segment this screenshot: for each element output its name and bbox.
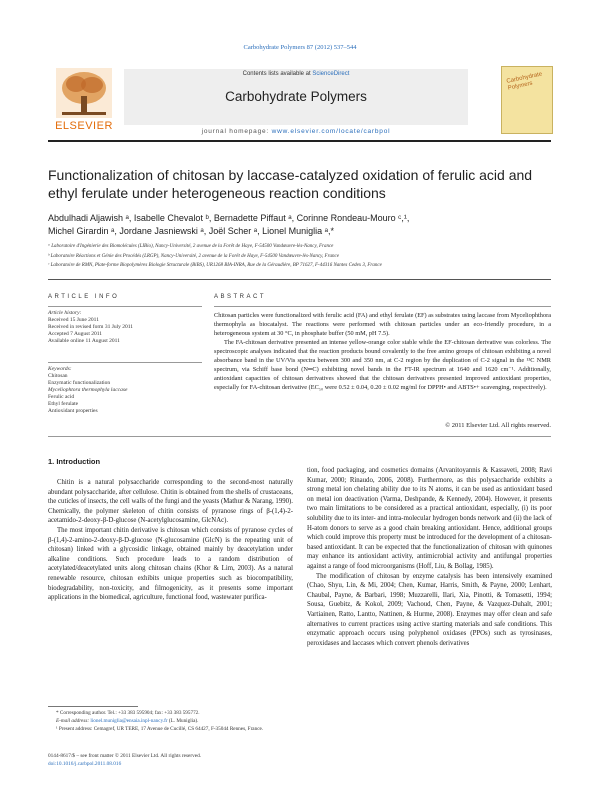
doi-link[interactable]: doi:10.1016/j.carbpol.2011.08.016: [48, 760, 122, 767]
footnotes: [48, 709, 293, 733]
footnote-present-address: ¹ Present address: Cemagref, UR TERE, 17 Avenue de Cucillé, CS 64427, F-35044 Rennes, France.: [56, 726, 264, 732]
authors-line-1[interactable]: Abdulhadi Aljawish ᵃ, Isabelle Chevalot ᵇ, Bernadette Piffaut ᵃ, Corinne Rondeau-Mouro ᶜ,¹,: [48, 213, 410, 223]
intro-paragraph-2: The most important chitin derivative is chitosan which consists of pyranose cycles of β-(1,4)-2-amino-2-deoxy-β-D-glucose (N-glucosamine (GlcN) is the repeating unit of chitosan) linked with a glycosidic linkage, obtained mainly by deacetylation under alkaline conditions. Such procedure leads to a random distribution of acetylated/deacetylated units along chitosan chains (Khor & Lim, 2003). As a natural renewable resource, chitosan exhibits unique properties such as biocompatibility, biodegradability, non-toxicity, and filmogenicity, as it presents some important applications in the biomedical, agriculture, functional food, wastewater purifica-: [48, 526, 293, 602]
abstract-heading: ABSTRACT: [214, 294, 267, 300]
contents-line: [124, 71, 468, 77]
footnote-email: [48, 717, 293, 725]
copyright-notice: © 2011 Elsevier Ltd. All rights reserved.: [445, 422, 551, 429]
keyword-item: Myceliophtora thermophyla laccase: [48, 387, 128, 393]
footnote-rule: [48, 706, 138, 707]
abstract-body: [214, 311, 551, 392]
header-divider: [48, 140, 551, 142]
elsevier-logo[interactable]: [48, 68, 120, 136]
keyword-item: Chitosan: [48, 373, 68, 379]
elsevier-tree-icon: [56, 68, 112, 118]
keyword-item: Ferulic acid: [48, 394, 75, 400]
author-list: [48, 212, 548, 238]
email-label: E-mail address:: [56, 718, 91, 724]
history-heading: Article history:: [48, 310, 82, 316]
journal-reference[interactable]: Carbohydrate Polymers 87 (2012) 537–544: [243, 44, 357, 51]
footnote-corresponding: * Corresponding author. Tel.: +33 383 595904; fax: +33 383 595772.: [56, 710, 200, 716]
history-revised: Received in revised form 31 July 2011: [48, 324, 134, 330]
keywords-rule: [48, 362, 202, 363]
cover-title: Carbohydrate Polymers: [506, 71, 543, 92]
affiliations-divider: [48, 279, 551, 280]
journal-title: Carbohydrate Polymers: [225, 89, 367, 104]
sciencedirect-link[interactable]: ScienceDirect: [312, 71, 350, 77]
affiliations: [48, 242, 558, 271]
right-column-text: [307, 466, 552, 648]
affiliation-a: ᵃ Laboratoire d'Ingénierie des Biomolécules (LIBio), Nancy-Université, 2 avenue de la Forêt de Haye, F-54500 Vandœuvre-lès-Nancy, France: [48, 244, 334, 249]
issn-block: [48, 753, 308, 768]
intro-paragraph-1: Chitin is a natural polysaccharide corresponding to the second-most naturally abundant polysaccharide, after cellulose. Chitin is obtained from the shells of crustaceans, the cuticles of insects, the cell walls of the fungi and the yeasts (Mathur & Narang, 1990). Chemically, the polymer skeleton of chitin consists of pyranose rings of β-(1,4)-2-acetamido-2-deoxy-β-D-glucose (N-acetylglucosamine, GlcNAc).: [48, 479, 293, 525]
contents-prefix: Contents lists available at: [242, 71, 313, 77]
abstract-bottom-rule: [48, 436, 551, 437]
keyword-item: Enzymatic functionalization: [48, 380, 111, 386]
journal-cover-image[interactable]: [501, 66, 553, 134]
section-heading-introduction: 1. Introduction: [48, 457, 101, 466]
history-online: Available online 11 August 2011: [48, 338, 120, 344]
authors-line-2[interactable]: Michel Girardin ᵃ, Jordane Jasniewski ᵃ, Joël Scher ᵃ, Lionel Muniglia ᵃ,*: [48, 226, 335, 236]
abstract-rule: [214, 306, 551, 307]
masthead-center: [124, 69, 468, 125]
history-received: Received 15 June 2011: [48, 317, 99, 323]
article-title: Functionalization of chitosan by laccase-catalyzed oxidation of ferulic acid and ethyl ferulate under heterogeneous reaction conditions: [48, 167, 533, 201]
homepage-link[interactable]: www.elsevier.com/locate/carbpol: [271, 128, 391, 135]
intro-paragraph-3: tion, food packaging, and cosmetics domains (Arvanitoyannis & Kassaveti, 2008; Ravi Kumar, 2000; Rinaudo, 2006, 2008). Furthermore, as this polysaccharide exhibits a strong metal ion chelating ability due to its N atoms, it can be used as antioxidant based on metal ion deactivation (Varma, Deshpande, & Kennedy, 2004). However, it presents two main limitations to be considered as a practical antioxidant, especially, (i) its poor solubility due to its inter- and intra-molecular hydrogen bonds network and (ii) the lack of H-atom donors to serve as a good chain breaking antioxidant. Hence, additional groups which could improve this property must be introduced for the development of a chitosan-based antioxidant. It can be expected that the functionalization of chitosan with quinones may enhance its antioxidant activity, antimicrobial activity and antifungal properties against a range of food microorganisms (Hoff, Liu, & Bollag, 1985).: [307, 467, 552, 570]
issn-line: 0144-8617/$ – see front matter © 2011 Elsevier Ltd. All rights reserved.: [48, 753, 202, 759]
publisher-name: ELSEVIER: [55, 120, 113, 132]
article-history: [48, 310, 202, 345]
intro-paragraph-4: The modification of chitosan by enzyme catalysis has been intensively examined (Chao, Shyu, Lin, & Mi, 2004; Chen, Kumar, Harris, Smith, & Payne, 2000; Lenhart, Chaubal, Payne, & Barbari, 1998; Muzzarelli, Ilari, Xia, Pinotti, & Tomasetti, 1994; Sousa, Guebitz, & Kokol, 2009; Vachoud, Chen, Payne, & Vazquez-Duhalt, 2001; Vartiainen, Ratto, Lantto, Nattinen, & Hurme, 2008). Enzymes may offer clean and safe alternatives to current practices using active starting materials and safe conditions. This enzymatic approach occurs using polyphenol oxidases (PPOs) such as tyrosinases, peroxidases and laccases which convert phenols derivatives: [307, 572, 552, 647]
affiliation-b: ᵇ Laboratoire Réactions et Génie des Procédés (LRGP), Nancy-Université, 2 avenue de la Forêt de Haye, F-54500 Vandœuvre-lès-Nancy, France: [48, 253, 339, 259]
article-info-heading: ARTICLE INFO: [48, 294, 120, 300]
left-column-text: [48, 478, 293, 603]
affiliation-c: ᶜ Laboratoire de RMN, Plate-forme Biopolymères Biologie Structurale (BiBS), UR1268 BIA-INRA, Rue de la Géraudière, BP 71627, F-44316 Nantes Cedex 3, France: [48, 263, 382, 268]
journal-homepage: [124, 128, 468, 135]
keywords-heading: Keywords:: [48, 366, 72, 372]
email-link[interactable]: lionel.muniglia@ensaia.inpl-nancy.fr: [90, 718, 168, 724]
history-accepted: Accepted 7 August 2011: [48, 331, 103, 337]
article-info-rule: [48, 306, 202, 307]
abstract-paragraph-1: Chitosan particles were functionalized with ferulic acid (FA) and ethyl ferulate (EF) as substrates using laccase from Myceliophthora thermophyla as biocatalyst. The reactions were performed with chitosan particles under an eco-friendly procedure, in a heterogeneous system at 30 °C, in phosphate buffer (50 mM, pH 7.5).: [214, 312, 551, 337]
abstract-paragraph-2: The FA-chitosan derivative presented an intense yellow-orange color stable while the EF-chitosan derivative was colorless. The spectroscopic analyses indicated that the reaction products bound covalently to the free amino groups of chitosan exhibiting a novel absorbance band in the UV/Vis spectra between 300 and 350 nm, at C-2 region by the duplication of C-2 signal in the ¹³C NMR spectrum, via Schiff base bond (N═C) exhibiting novel bands in the FT-IR spectrum at 1640 and 1620 cm⁻¹. Additionally, antioxidant capacities of chitosan derivatives showed that the chitosan derivatives presented improved antioxidant properties, especially for FA-chitosan derivative (EC₅₀ were 0.52 ± 0.04, 0.20 ± 0.02 mg/ml for DPPH• and ABTS•+ scavenging, respectively).: [214, 339, 551, 391]
keyword-item: Ethyl ferulate: [48, 401, 79, 407]
keywords: [48, 366, 202, 415]
email-suffix: (L. Muniglia).: [167, 718, 199, 724]
journal-masthead: [48, 56, 551, 138]
keyword-item: Antioxidant properties: [48, 408, 98, 414]
homepage-prefix: journal homepage:: [201, 128, 272, 135]
